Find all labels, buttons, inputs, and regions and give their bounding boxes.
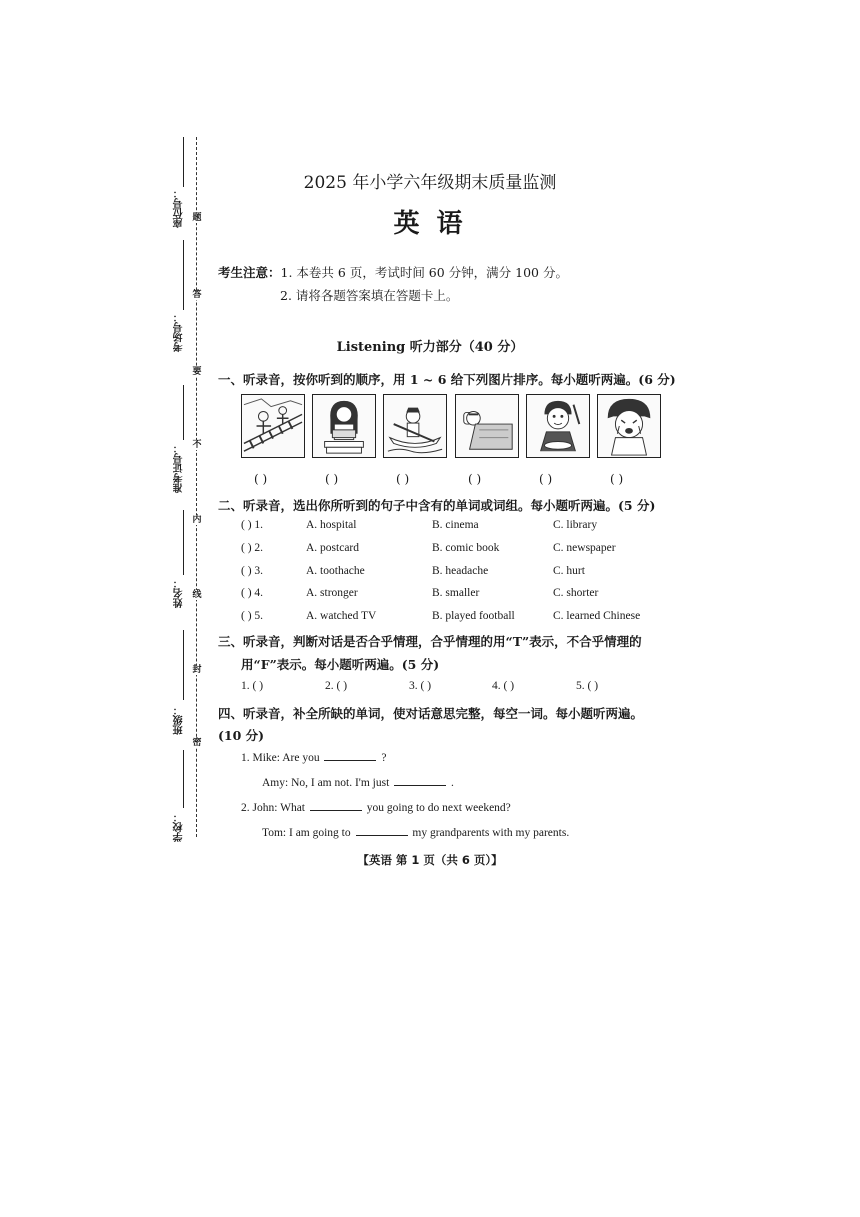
seal-char: 密 xyxy=(192,738,202,748)
answer-paren[interactable]: ( ) xyxy=(396,472,410,486)
answer-blank[interactable] xyxy=(310,800,362,811)
page-footer: 【英语 第 1 页（共 6 页）】 xyxy=(357,853,503,867)
exam-id-label: 准考证号： xyxy=(174,443,185,493)
exam-title: 2025 年小学六年级期末质量监测 xyxy=(303,173,557,193)
name-label: 姓名： xyxy=(174,578,185,608)
boy-rowing-icon xyxy=(383,394,447,458)
school-label: 学校： xyxy=(174,812,185,842)
seal-char: 题 xyxy=(192,213,202,223)
tf-item[interactable]: 3. ( ) xyxy=(409,680,432,692)
school-line xyxy=(183,750,184,808)
dialogue-line: Tom: I am going to my grandparents with my parents. xyxy=(262,827,570,839)
answer-paren[interactable]: ( ) xyxy=(539,472,553,486)
dialogue-line: 1. Mike: Are you ? xyxy=(241,752,387,764)
option-a: A. watched TV xyxy=(306,610,377,622)
listening-heading: Listening 听力部分（40 分） xyxy=(336,340,524,355)
seal-line xyxy=(196,137,197,837)
section1-title: 一、听录音，按你听到的顺序，用 1 ~ 6 给下列图片排序。每小题听两遍。(6 分) xyxy=(218,372,676,387)
name-line xyxy=(183,510,184,575)
option-c: C. learned Chinese xyxy=(553,610,641,622)
notice-item-2: 2. 请将各题答案填在答题卡上。 xyxy=(280,288,459,303)
seal-char: 答 xyxy=(192,290,202,300)
option-a: A. postcard xyxy=(306,542,360,554)
option-c: C. hurt xyxy=(553,565,585,577)
subject-title: 英 语 xyxy=(393,209,467,239)
answer-paren[interactable]: ( ) xyxy=(468,472,482,486)
section3-title-line1: 三、听录音，判断对话是否合乎情理，合乎情理的用“T”表示，不合乎情理的 xyxy=(218,634,642,649)
girl-reading-icon xyxy=(312,394,376,458)
section4-title-line2: (10 分) xyxy=(218,728,265,743)
boy-eating-icon xyxy=(526,394,590,458)
crying-girl-icon xyxy=(597,394,661,458)
option-c: C. shorter xyxy=(553,587,599,599)
section3-title-line2: 用“F”表示。每小题听两遍。(5 分) xyxy=(241,657,440,672)
answer-blank[interactable] xyxy=(356,825,408,836)
tf-item[interactable]: 4. ( ) xyxy=(492,680,515,692)
room-number-label: 考场号： xyxy=(174,312,185,352)
seal-char: 内 xyxy=(192,515,202,525)
railway-workers-icon xyxy=(241,394,305,458)
seat-number-label: 座位号： xyxy=(174,188,185,228)
class-line xyxy=(183,630,184,700)
exam-id-line xyxy=(183,385,184,440)
question-number: ( ) 3. xyxy=(241,565,264,577)
section2-title: 二、听录音，选出你所听到的句子中含有的单词或词组。每小题听两遍。(5 分) xyxy=(218,498,656,513)
option-b: B. played football xyxy=(432,610,515,622)
notice-item-1: 1. 本卷共 6 页，考试时间 60 分钟，满分 100 分。 xyxy=(280,265,568,280)
option-a: A. hospital xyxy=(306,519,357,531)
option-b: B. smaller xyxy=(432,587,480,599)
option-a: A. toothache xyxy=(306,565,365,577)
seal-char: 线 xyxy=(192,590,202,600)
option-b: B. headache xyxy=(432,565,489,577)
answer-blank[interactable] xyxy=(394,775,446,786)
question-number: ( ) 5. xyxy=(241,610,264,622)
option-c: C. library xyxy=(553,519,598,531)
sick-child-in-bed-icon xyxy=(455,394,519,458)
section4-title-line1: 四、听录音，补全所缺的单词，使对话意思完整，每空一词。每小题听两遍。 xyxy=(218,706,644,721)
seal-char: 封 xyxy=(192,665,202,675)
answer-paren[interactable]: ( ) xyxy=(610,472,624,486)
option-b: B. cinema xyxy=(432,519,479,531)
class-label: 班级： xyxy=(174,705,185,735)
option-a: A. stronger xyxy=(306,587,358,599)
seal-char: 不 xyxy=(192,440,202,450)
option-c: C. newspaper xyxy=(553,542,616,554)
seal-char: 要 xyxy=(192,367,202,377)
question-number: ( ) 4. xyxy=(241,587,264,599)
tf-item[interactable]: 1. ( ) xyxy=(241,680,264,692)
option-b: B. comic book xyxy=(432,542,500,554)
notice-line-1 xyxy=(218,263,568,281)
answer-paren[interactable]: ( ) xyxy=(254,472,268,486)
answer-paren[interactable]: ( ) xyxy=(325,472,339,486)
room-number-line xyxy=(183,240,184,310)
dialogue-line: Amy: No, I am not. I'm just . xyxy=(262,777,454,789)
notice-label: 考生注意： xyxy=(218,265,281,280)
dialogue-line: 2. John: What you going to do next weekend? xyxy=(241,802,511,814)
tf-item[interactable]: 5. ( ) xyxy=(576,680,599,692)
question-number: ( ) 2. xyxy=(241,542,264,554)
question-number: ( ) 1. xyxy=(241,519,264,531)
answer-blank[interactable] xyxy=(324,750,376,761)
tf-item[interactable]: 2. ( ) xyxy=(325,680,348,692)
